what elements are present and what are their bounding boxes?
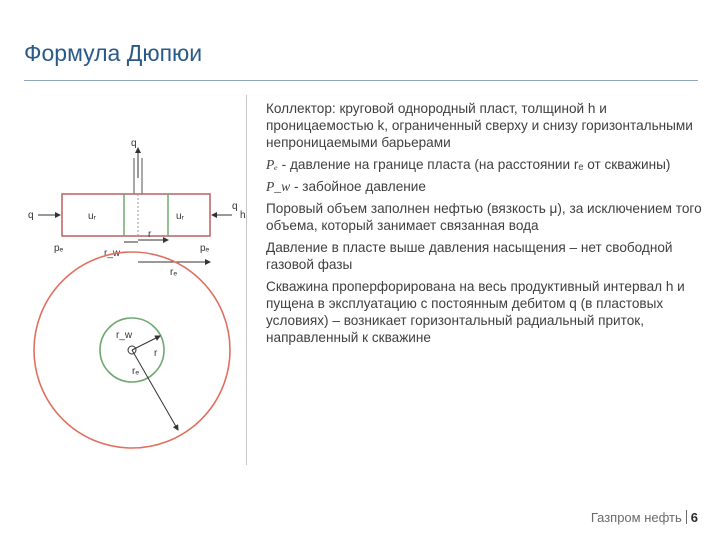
label-rw-plan: r_w bbox=[116, 330, 133, 341]
label-rw-side: r_w bbox=[104, 248, 121, 259]
footer bbox=[591, 510, 698, 525]
bullet-bottomhole-pressure bbox=[266, 178, 706, 200]
bullet-list bbox=[266, 100, 706, 351]
bullet-pore-volume: Поровый объем заполнен нефтью (вязкость μ), за исключением того объема, который занимает связанная вода bbox=[266, 201, 702, 233]
label-pe-left: pₑ bbox=[54, 243, 64, 254]
label-ur-right: uᵣ bbox=[176, 211, 184, 222]
label-r-plan: r bbox=[154, 348, 158, 359]
bullet-well-perforation: Скважина проперфорирована на весь продуктивный интервал h и пущена в эксплуатацию с постоянным дебитом q (в пластовых условиях) – возникает горизонтальный радиальный приток, направленный к скважине bbox=[266, 279, 685, 345]
title-divider bbox=[24, 80, 698, 81]
slide-title: Формула Дюпюи bbox=[24, 40, 203, 66]
company-name: Газпром нефть bbox=[590, 510, 682, 525]
label-pe-right: pₑ bbox=[200, 243, 210, 254]
bullet-reservoir: Коллектор: круговой однородный пласт, толщиной h и проницаемостью k, ограниченный сверху и снизу горизонтальными непроницаемыми барьерами bbox=[266, 101, 693, 150]
footer-separator bbox=[686, 510, 687, 524]
reservoir-diagram bbox=[20, 138, 250, 458]
label-q-right: q bbox=[232, 201, 238, 212]
label-re-side: rₑ bbox=[170, 267, 178, 278]
label-q-top: q bbox=[131, 138, 137, 149]
symbol-pe: Pₑ bbox=[266, 157, 278, 172]
label-q-left: q bbox=[28, 210, 34, 221]
bullet-saturation: Давление в пласте выше давления насыщения – нет свободной газовой фазы bbox=[266, 240, 673, 272]
label-h: h bbox=[240, 210, 246, 221]
label-re-plan: rₑ bbox=[132, 366, 140, 377]
bullet-boundary-pressure-text: - давление на границе пласта (на расстоянии rₑ от скважины) bbox=[277, 157, 671, 172]
symbol-pw: P_w bbox=[266, 179, 291, 194]
label-ur-left: uᵣ bbox=[88, 211, 96, 222]
label-r-side: r bbox=[148, 229, 152, 240]
reservoir-figure bbox=[20, 138, 250, 458]
bullet-bottomhole-pressure-text: - забойное давление bbox=[290, 179, 426, 194]
reservoir-box bbox=[62, 194, 210, 236]
radius-re-plan bbox=[132, 350, 178, 430]
page-number: 6 bbox=[690, 510, 698, 525]
bullet-boundary-pressure bbox=[266, 156, 706, 178]
